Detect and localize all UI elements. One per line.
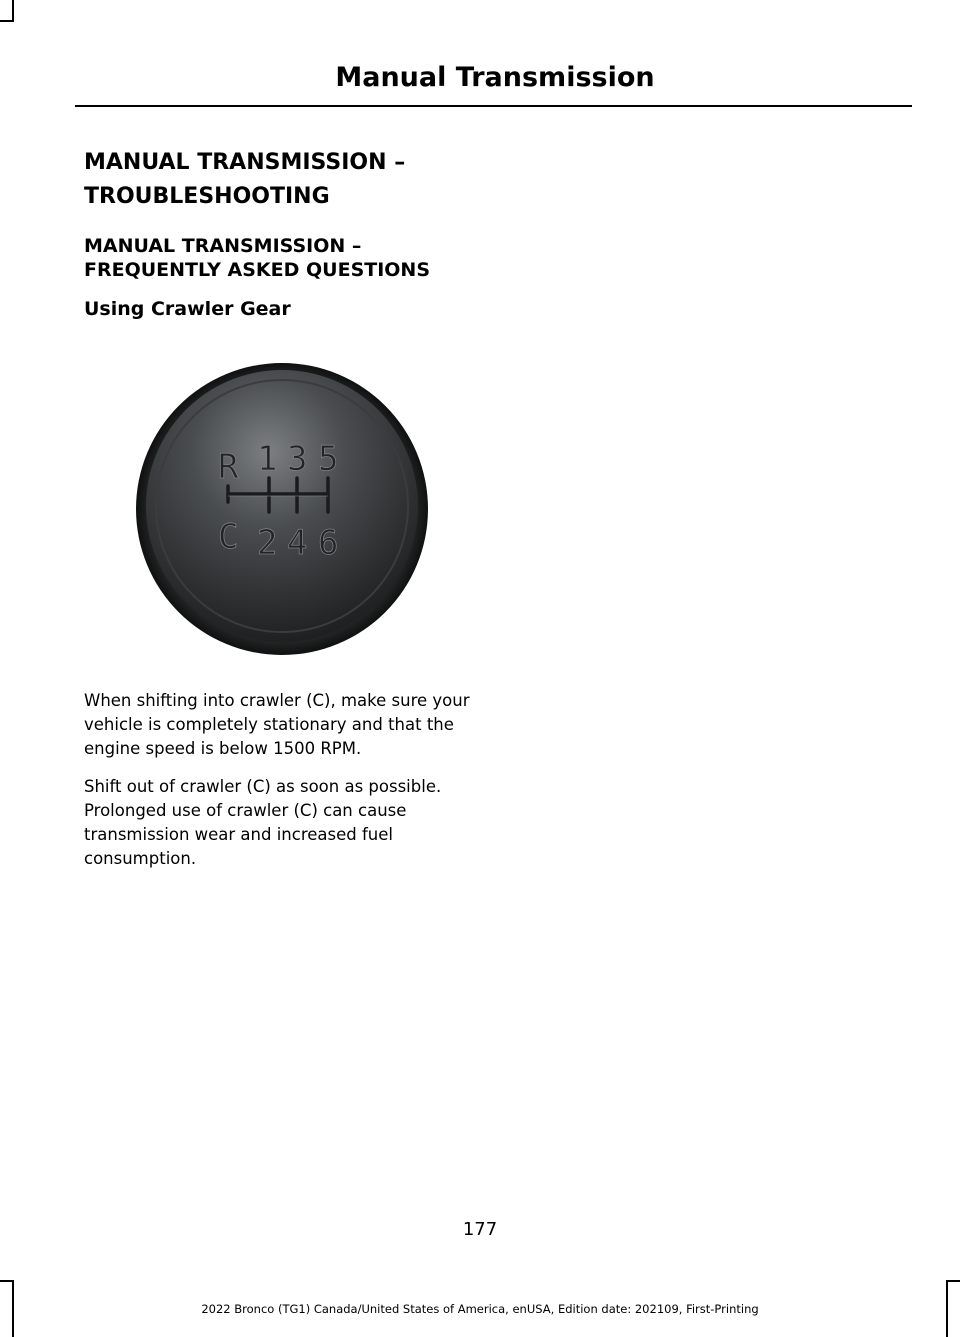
subsection-title-line2: FREQUENTLY ASKED QUESTIONS [84, 259, 431, 281]
topic-heading-block [84, 297, 484, 321]
crop-mark-top-left-h [0, 20, 14, 22]
shift-knob-illustration [130, 358, 430, 658]
shift-label-bottom-2: 4 [287, 523, 308, 563]
subsection-heading [84, 234, 484, 282]
body-text-block [84, 689, 484, 871]
section-title-line1: MANUAL TRANSMISSION – [84, 150, 406, 175]
paragraph-1: When shifting into crawler (C), make sure your vehicle is completely stationary and that the engine speed is below 1500 RPM. [84, 691, 470, 758]
shift-label-bottom-0: C [218, 517, 239, 557]
crop-mark-top-left [12, 0, 14, 22]
section-title-line2: TROUBLESHOOTING [84, 184, 330, 209]
topic-heading: Using Crawler Gear [84, 298, 291, 320]
crop-mark-bottom-left [12, 1280, 14, 1337]
shift-label-top-2: 3 [287, 439, 308, 479]
knob-face [146, 370, 418, 642]
edition-footer: 2022 Bronco (TG1) Canada/United States of America, enUSA, Edition date: 202109, First-Printing [201, 1302, 759, 1316]
crop-mark-bottom-right [946, 1280, 948, 1337]
crop-mark-bottom-right-h [946, 1280, 960, 1282]
shift-knob-figure [130, 358, 430, 658]
shift-label-bottom-1: 2 [257, 523, 278, 563]
section-heading [84, 146, 484, 214]
shift-label-top-1: 1 [257, 439, 278, 479]
shift-label-top-0: R [218, 447, 239, 487]
subsection-title-line1: MANUAL TRANSMISSION – [84, 235, 362, 257]
running-header-title: Manual Transmission [335, 62, 655, 93]
paragraph-2: Shift out of crawler (C) as soon as possible. Prolonged use of crawler (C) can cause transmission wear and increased fuel consumption. [84, 777, 442, 868]
header-rule [75, 105, 912, 107]
crop-mark-bottom-left-h [0, 1280, 14, 1282]
page-number: 177 [462, 1219, 498, 1240]
shift-label-top-3: 5 [318, 439, 339, 479]
shift-label-bottom-3: 6 [318, 523, 339, 563]
